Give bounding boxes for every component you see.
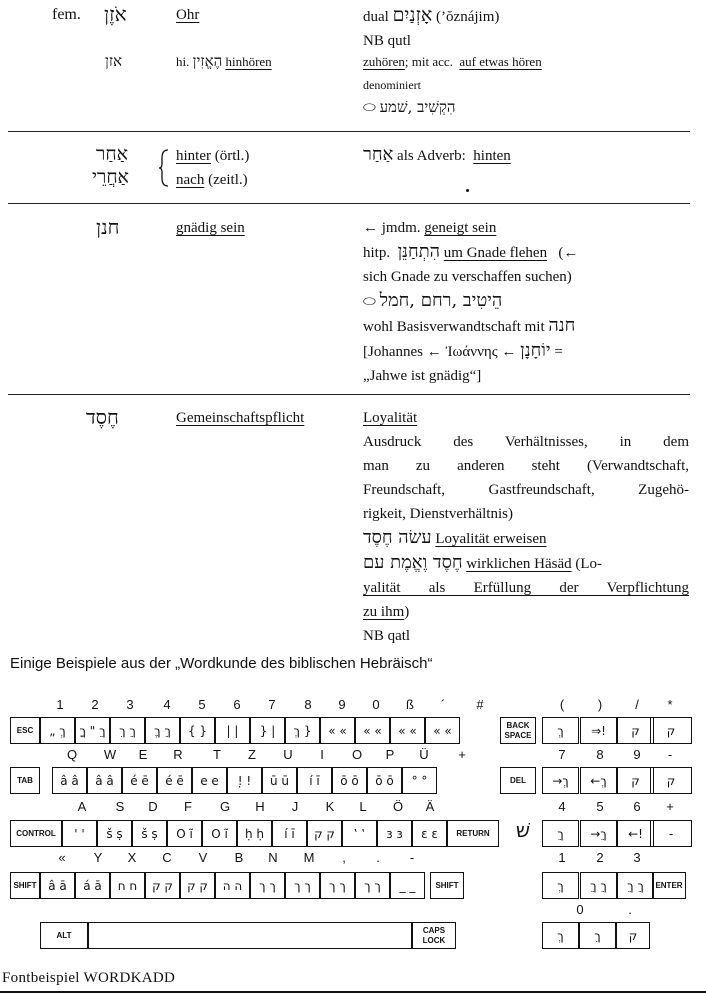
row1-key [367,767,402,794]
return-key-label: RETURN [456,829,490,838]
adverb-form: אַחַר [363,144,394,165]
row3-key [355,872,390,899]
row1-key [402,767,437,794]
numpad-key [542,922,579,949]
numpad-label: 2 [596,850,604,865]
row3-key-label: ך ך [259,878,276,893]
row3-key [75,872,110,899]
divider-2 [8,203,690,204]
numpad-key-label: →ךֵ [590,826,607,841]
row1-key [192,767,227,794]
nb-qatl: NB qatl [363,628,411,644]
numpad-key-label: ךֵ [557,826,564,841]
hitp-form: הִתְחַנֵּן [397,241,441,262]
jmdm: jmdm. [381,220,421,236]
backspace-key-label-0: BACK [506,720,530,730]
gloss-line-2 [176,171,248,189]
key-label: Q [66,747,78,762]
key-label: H [255,799,265,814]
shift-left-key [10,872,40,899]
row1-key-label: ō ō [340,773,359,788]
row1-key-label: !̣ ! [237,773,252,788]
loyalitat: Loyalität [363,410,418,426]
phrase2-rest3: zu ihm [363,604,405,620]
root-azn: אזן [105,52,123,70]
stray-dot [466,189,469,192]
row2-key [307,820,342,847]
esc-key [10,717,40,744]
key-label-11: ´ [440,697,446,712]
gloss-gemeinschaftspflicht: Gemeinschaftspflicht [176,410,305,426]
dual-form: אָזְנַיִם [392,4,433,26]
phrase2-rest3-close: ) [404,604,410,620]
numpad-key [580,820,617,847]
numpad-key-label: ←ךְ [590,773,607,788]
numpad-key [542,767,579,794]
row1-key [122,767,157,794]
row2-key [377,820,412,847]
row3-key [215,872,250,899]
phrase1-gloss: Loyalität erweisen [435,531,547,547]
row1-key-label: é ē [130,773,149,788]
shift-right-key [430,872,464,899]
numpad-key [617,767,654,794]
key-label: . [376,850,380,865]
row0-key-label: « « [398,723,417,738]
numpad-label: ( [559,697,565,712]
numpad-key [580,767,617,794]
bottom-rule [0,991,706,993]
basis-text: wohl Basisverwandtschaft mit [363,319,545,335]
key-label: W [103,747,117,762]
del-key-label: DEL [510,776,526,785]
row1-key [262,767,297,794]
synonyms-line-1 [363,98,456,117]
row0-key-label: „ ךְ [49,723,66,738]
row1-key-label: ° ° [411,773,428,788]
shift-right-key-label: SHIFT [435,881,459,890]
hi-line [176,53,272,70]
control-key [10,820,62,847]
numpad-key-label: ק [628,928,638,943]
row3-key-label: ך ך [329,878,346,893]
row2-key [412,820,447,847]
divider-1 [8,131,690,132]
row0-key [75,717,110,744]
zuhoren-line [363,54,542,70]
numpad-key-label: ךֵ ךֵ [627,878,644,893]
shift-left-key-label: SHIFT [13,881,37,890]
synonyms-2: הֵיטִיב ,רחם ,חמל [379,290,503,311]
shin-glyph-label: שׁ [515,817,531,842]
key-label: M [303,850,315,865]
row1-key [297,767,332,794]
numpad-key-label: - [668,826,674,841]
arrow-left-icon: ← [501,344,517,360]
row0-key-label: ךֵ " ךָ [79,723,106,738]
numpad-key [617,872,654,899]
key-label-6: 7 [268,697,276,712]
auf-etwas-horen: auf etwas hören [459,54,542,69]
row0-key-label: ךֵ ךֶ [154,723,171,738]
headword-acharei: אַחֲרֵי [92,166,129,188]
spacebar-key [88,922,412,949]
zuhoren: zuhören [363,54,405,69]
row0-key [215,717,250,744]
key-label-0: 1 [56,697,64,712]
row1-key-label: ū ū [269,773,290,788]
numpad-key [617,717,654,744]
key-label-12: # [476,697,484,712]
greek-ioannes: Ἰωάννης [445,344,498,360]
key-label: C [162,850,172,865]
row1-key [157,767,192,794]
entry4-details [363,406,689,648]
key-label-2: 3 [126,697,134,712]
key-label: Ä [425,799,435,814]
jahwe-gnadig: „Jahwe ist gnädig“] [363,368,482,384]
row3-key [320,872,355,899]
key-label: V [198,850,208,865]
row1-key-label: â â [60,773,79,788]
adverb-gloss: hinten [473,148,511,164]
row2-key [237,820,272,847]
caption-fontbeispiel: Fontbeispiel WORDKADD [2,970,176,986]
row0-key [285,717,320,744]
row3-key-label: ק ק [187,878,208,893]
numpad-label: 1 [558,850,566,865]
um-gnade-flehen: um Gnade flehen [443,245,548,261]
numpad-key-label: ךְ [557,878,564,893]
row2-key [62,820,97,847]
row2-key-label: ' ' [74,826,85,841]
desc-2: man zu anderen steht (Verwandtschaft, [363,458,689,474]
johannes: [Johannes [363,344,423,360]
row3-key [285,872,320,899]
row2-key [132,820,167,847]
numpad-key-label: ⇒! [591,723,606,738]
row0-key-label: « « [433,723,452,738]
dual-translit: (’ŏznájim) [436,9,500,25]
row2-key-label: š ṣ [106,826,123,841]
enter-key [652,872,686,899]
key-label: A [77,799,87,814]
row0-key [355,717,390,744]
numpad-label: 6 [633,799,641,814]
gloss-hinter-note: (örtl.) [214,148,250,164]
row3-key-label: â ā [48,878,67,893]
alt-key [40,922,88,949]
key-label: X [127,850,137,865]
row3-key [180,872,215,899]
row1-key [87,767,122,794]
row2-key-label: O ĩ [211,826,228,841]
numpad-key [580,872,617,899]
caps-lock-key [412,922,456,949]
equals-sign: = [554,344,563,360]
row0-key-label: « « [328,723,347,738]
numpad-label: 8 [596,747,604,762]
key-label: - [409,850,415,865]
numpad-key [617,820,654,847]
backspace-key [500,717,536,744]
headword-ozen: אֹזֶן [104,2,127,26]
entry1-details [363,3,499,53]
row0-key-label: ךְ } [293,723,312,738]
key-label: , [342,850,346,865]
row1-key-label: e e [200,773,219,788]
key-label: E [138,747,148,762]
row2-key [342,820,377,847]
row3-key [250,872,285,899]
key-label: P [385,747,395,762]
numpad-key-label: →ךְ [552,773,569,788]
key-label: O [351,747,363,762]
row3-key [390,872,425,899]
tab-key [10,767,40,794]
numpad-key-label: ←! [628,826,643,841]
yohanan: יוֹחָנָן [520,340,551,361]
hi-label: hi. [176,54,190,69]
key-label: D [148,799,158,814]
key-label: Y [93,850,103,865]
row3-key-label: _ _ [399,878,416,893]
row0-key [110,717,145,744]
numpad-label: 9 [633,747,641,762]
key-label: N [268,850,278,865]
arrow-left-icon: ← [363,220,378,236]
numpad-label: . [628,902,632,917]
row3-key [145,872,180,899]
nb-qutl: NB qutl [363,33,411,49]
row2-key [97,820,132,847]
hi-form: הֶאֱזִין [192,52,223,70]
key-label-4: 5 [198,697,206,712]
headword-chnn: חנן [96,215,120,239]
row0-key [390,717,425,744]
tab-key-label: TAB [17,776,33,785]
gnade-verschaffen: sich Gnade zu verschaffen suchen) [363,269,572,285]
key-label-1: 2 [91,697,99,712]
row3-key-label: ך ך [294,878,311,893]
key-label: S [115,799,125,814]
row0-key-label: { } [187,723,208,738]
phrase2-rest2: yalität als Erfüllung der Verpflichtung [363,580,689,596]
row3-key-label: ק ק [152,878,173,893]
row0-key-label: ךֵ ךִ [119,723,136,738]
hitp-paren: (← [558,245,579,261]
row0-key-label: | | [226,723,239,738]
numpad-label: 4 [558,799,566,814]
key-label-7: 8 [304,697,312,712]
row3-key-label: á ā [83,878,102,893]
row0-key-label: « « [363,723,382,738]
row0-key [320,717,355,744]
row0-key [145,717,180,744]
numpad-label: ) [597,697,603,712]
key-label: L [359,799,367,814]
row1-key [52,767,87,794]
row1-key-label: â â [95,773,114,788]
synonyms-1: הִקְשִׁיב ,שׁמע [379,98,456,116]
numpad-label: 7 [558,747,566,762]
numpad-key-label: ךְ [557,928,564,943]
numpad-label: / [635,697,639,712]
gender-label: fem. [52,6,81,23]
row2-key-label: ק ק [314,826,335,841]
row1-key [332,767,367,794]
row1-key-label: í ī [309,773,320,788]
numpad-label: - [667,747,673,762]
key-label-10: ß [406,697,414,712]
shin-glyph [503,816,543,843]
desc-4: rigkeit, Dienstverhältnis) [363,506,513,522]
numpad-key-label: ק [666,773,676,788]
numpad-label: 5 [596,799,604,814]
row2-key [167,820,202,847]
dual-label: dual [363,9,389,25]
row2-key-label: ɛ ɛ [421,826,438,841]
key-label: R [173,747,183,762]
row2-key-label: ɜ ɜ [386,826,403,841]
numpad-key [579,922,616,949]
numpad-key [616,922,650,949]
phrase2-gloss: wirklichen Häsäd [466,556,572,572]
row3-key-label: ח ח [117,878,138,893]
numpad-label: + [666,799,674,814]
return-key [447,820,499,847]
key-label-9: 0 [372,697,380,712]
row2-key [202,820,237,847]
phrase1-hebrew: עשׂה חֶסֶד [363,527,432,548]
numpad-key [542,820,579,847]
row0-key [180,717,215,744]
denominiert: denominiert [363,78,421,92]
row1-key-label: é ē [165,773,184,788]
esc-key-label: ESC [16,726,34,735]
key-label-5: 6 [233,697,241,712]
caps-lock-key-label-0: CAPS [422,925,446,935]
geneigt-sein: geneigt sein [424,220,497,236]
key-label: « [58,850,66,865]
gloss-gnadig: gnädig sein [176,220,245,236]
numpad-key-label: ק [666,723,676,738]
row0-key [425,717,460,744]
control-key-label: CONTROL [16,829,56,838]
del-key [500,767,536,794]
key-label: Z [248,747,256,762]
row3-key [40,872,75,899]
synonym-sign-icon: ⬭ [363,100,376,116]
key-label: J [291,799,299,814]
row1-key-label: ō ō [375,773,394,788]
key-label: T [213,747,221,762]
row0-key-label: } | [259,723,276,738]
desc-3: Freundschaft, Gastfreundschaft, Zugehö- [363,482,689,498]
alt-key-label: ALT [56,931,72,940]
hitp-label: hitp. [363,245,391,261]
entry3-details [363,216,578,388]
row2-key [272,820,307,847]
headword-achar: אַחַר [96,143,128,165]
caps-lock-key-label-1: LOCK [422,935,446,945]
row0-key [40,717,75,744]
row2-key-label: O ĩ [176,826,193,841]
numpad-key-label: ךְ [557,723,564,738]
row2-key-label: í ī [284,826,295,841]
headword-chesed: חֶסֶד [86,405,119,429]
key-label: F [184,799,192,814]
key-label: Ü [419,747,429,762]
phrase2-rest1: (Lo- [575,556,603,572]
adverb-text: als Adverb: [397,148,466,164]
gloss-line-1 [176,147,249,165]
row3-key-label: ך ך [364,878,381,893]
brace-icon [158,148,172,188]
row3-key-label: ה ה [222,878,243,893]
caption-wordkunde: Einige Beispiele aus der „Wordkunde des biblischen Hebräisch“ [10,655,433,672]
row2-key-label: ‛ ‛ [353,826,366,841]
numpad-key [542,717,579,744]
key-label: Ö [392,799,404,814]
numpad-label: * [667,697,673,712]
numpad-key [580,717,617,744]
row1-key [227,767,262,794]
phrase2-hebrew: חֶסֶד וֶאֱמֶת עם [363,552,463,573]
row2-key-label: ḥ ḥ [244,826,265,841]
numpad-label: 0 [576,902,584,917]
gloss-ohr: Ohr [176,7,200,23]
numpad-key [650,717,692,744]
arrow-left-icon: ← [426,344,442,360]
key-label-8: 9 [338,697,346,712]
desc-1: Ausdruck des Verhältnisses, in dem [363,434,689,450]
key-label: K [325,799,335,814]
gloss-nach-note: (zeitl.) [208,172,248,188]
numpad-key-label: ךֵ ךֵ [590,878,607,893]
row2-key-label: š ṣ [141,826,158,841]
enter-key-label: ENTER [655,881,683,890]
row3-key [110,872,145,899]
key-label: U [283,747,293,762]
key-label: I [320,747,324,762]
numpad-key-label: ק [631,723,640,738]
gloss-nach: nach [176,172,205,188]
row0-key [250,717,285,744]
key-label: + [458,747,466,762]
numpad-key [542,872,579,899]
numpad-key [650,820,692,847]
numpad-key [650,767,692,794]
basis-form: חנה [548,315,576,336]
key-label: B [234,850,244,865]
synonym-sign-icon: ⬭ [363,294,376,310]
adverb-line [363,146,511,165]
mit-acc: ; mit acc. [404,54,453,69]
numpad-label: 3 [633,850,641,865]
numpad-key-label: ךִ [594,928,601,943]
divider-3 [8,394,690,395]
key-label: G [219,799,231,814]
hi-gloss: hinhören [225,54,272,69]
numpad-key-label: ק [631,773,640,788]
gloss-hinter: hinter [176,148,211,164]
backspace-key-label-1: SPACE [504,730,532,740]
key-label-3: 4 [163,697,171,712]
